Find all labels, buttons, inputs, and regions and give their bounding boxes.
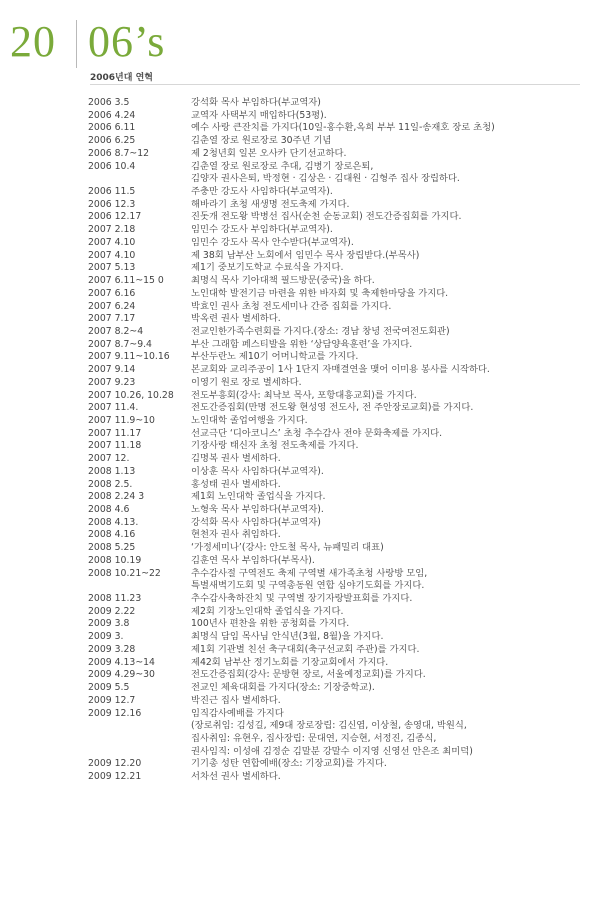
timeline-entry (88, 161, 593, 186)
timeline-entry (88, 491, 593, 504)
entry-text-line: 제 2청년회 일본 오사카 단기선교하다. (191, 147, 347, 159)
timeline-entry (88, 618, 593, 631)
entry-date: 2007 11.4. (88, 402, 139, 414)
entry-text-line: 특별새벽기도회 및 구역총동원 연합 심야기도회를 가지다. (191, 580, 425, 592)
entry-date: 2007 9.14 (88, 364, 136, 376)
entry-text-line: 부산 그래함 페스티발을 위한 ‘상담양육훈련’을 가지다. (191, 338, 413, 350)
entry-date: 2008 11.23 (88, 593, 142, 605)
entry-description (191, 122, 593, 135)
entry-text-line: 추수감사절 구역전도 축제 구역별 새가족초청 사랑방 모임, (191, 567, 428, 579)
entry-date: 2007 12. (88, 453, 130, 465)
entry-date: 2008 2.24 3 (88, 491, 145, 503)
entry-date: 2007 9.23 (88, 376, 136, 388)
entry-date: 2006 12.17 (88, 211, 142, 223)
entry-date: 2007 2.18 (88, 224, 136, 236)
timeline-entry (88, 504, 593, 517)
timeline-entry (88, 250, 593, 263)
entry-date: 2007 9.11~10.16 (88, 351, 170, 363)
entry-text-line: 전도부흥회(강사: 최낙보 목사, 포항대흥교회)를 가지다. (191, 389, 417, 401)
entry-text-line: 제1회 노인대학 졸업식을 가지다. (191, 491, 326, 503)
entry-date: 2009 3. (88, 631, 124, 643)
entry-text-line: 전도간증집회(만명 전도왕 현성영 전도사, 전 주안장로교회)를 가지다. (191, 402, 474, 414)
timeline-entry (88, 453, 593, 466)
timeline-entry (88, 466, 593, 479)
entry-date: 2008 1.13 (88, 465, 136, 477)
entry-description (191, 415, 593, 428)
entry-date: 2009 5.5 (88, 682, 130, 694)
entry-text-line: 권사임직: 이성애 김정순 김말분 강말수 이지영 신영선 안은조 최미덕) (191, 745, 473, 757)
entry-date: 2007 11.17 (88, 427, 142, 439)
timeline-entry (88, 211, 593, 224)
timeline-entry (88, 682, 593, 695)
entry-text-line: 제1회 기관별 친선 축구대회(축구선교회 주관)를 가지다. (191, 643, 420, 655)
timeline-entry (88, 377, 593, 390)
timeline-entry (88, 326, 593, 339)
entry-text-line: 이상훈 목사 사임하다(부교역자). (191, 465, 324, 477)
entry-date: 2008 2.5. (88, 478, 133, 490)
entry-description (191, 466, 593, 479)
entry-description (191, 593, 593, 606)
entry-description (191, 517, 593, 530)
entry-date: 2009 3.28 (88, 643, 136, 655)
entry-description (191, 339, 593, 352)
entry-date: 2007 6.16 (88, 287, 136, 299)
timeline-entry (88, 606, 593, 619)
timeline-entry (88, 135, 593, 148)
entry-date: 2006 6.25 (88, 135, 136, 147)
entry-description (191, 275, 593, 288)
entry-text-line: 임민수 강도사 부임하다(부교역자). (191, 224, 333, 236)
entry-description (191, 618, 593, 631)
entry-date: 2009 3.8 (88, 618, 130, 630)
entry-description (191, 479, 593, 492)
entry-description (191, 708, 593, 759)
entry-text-line: 제 38회 남부산 노회에서 임민수 목사 장립받다.(부목사) (191, 249, 420, 261)
entry-date: 2007 10.26, 10.28 (88, 389, 174, 401)
entry-description (191, 440, 593, 453)
heading-divider (76, 20, 77, 68)
entry-date: 2007 8.2~4 (88, 325, 144, 337)
timeline-entry (88, 339, 593, 352)
entry-description (191, 288, 593, 301)
entry-text-line: 집사취임: 유현우, 집사장립: 문대연, 지승현, 서정진, 김종식, (191, 732, 437, 744)
entry-description (191, 529, 593, 542)
entry-description (191, 351, 593, 364)
year-heading-right: 06’s (88, 17, 166, 66)
entry-description (191, 199, 593, 212)
entry-date: 2007 11.18 (88, 440, 142, 452)
entry-description (191, 695, 593, 708)
entry-text-line: 선교극단 ‘디아코니스’ 초청 추수감사 전야 문화축제를 가지다. (191, 427, 443, 439)
timeline-entry (88, 262, 593, 275)
entry-description (191, 771, 593, 784)
entry-description (191, 211, 593, 224)
timeline-entry (88, 313, 593, 326)
entry-text-line: 김훈연 목사 부임하다(부목사). (191, 554, 315, 566)
entry-text-line: 김춘열 장로 원로장로 추대, 김병기 장로은퇴, (191, 160, 374, 172)
entry-date: 2008 10.19 (88, 554, 142, 566)
timeline-entry (88, 657, 593, 670)
entry-text-line: 제42회 남부산 정기노회를 기장교회에서 가지다. (191, 656, 389, 668)
entry-text-line: 노형욱 목사 부임하다(부교역자). (191, 504, 324, 515)
entry-date: 2009 12.21 (88, 771, 142, 783)
timeline-entry (88, 224, 593, 237)
timeline-entry (88, 186, 593, 199)
timeline-entry (88, 758, 593, 771)
entry-text-line: 홍성태 권사 별세하다. (191, 478, 281, 490)
entry-text-line: 박진근 집사 별세하다. (191, 694, 281, 706)
entry-description (191, 161, 593, 186)
section-subtitle: 2006년대 연혁 (90, 73, 153, 83)
entry-description (191, 491, 593, 504)
entry-date: 2007 4.10 (88, 249, 136, 261)
year-heading-left: 20 (10, 17, 56, 66)
entry-text-line: 전교인한가족수련회를 가지다.(장소: 경남 창녕 전국여전도회관) (191, 325, 450, 337)
timeline-entry (88, 568, 593, 593)
timeline-entry (88, 669, 593, 682)
timeline-entry (88, 390, 593, 403)
entry-date: 2009 4.13~14 (88, 656, 155, 668)
timeline-entry (88, 771, 593, 784)
entry-text-line: 김양자 권사은퇴, 박정현 · 김상은 · 김대원 · 김형주 집사 장립하다. (191, 173, 460, 185)
timeline-entry (88, 593, 593, 606)
entry-text-line: 제2회 기장노인대학 졸업식을 가지다. (191, 605, 344, 617)
entry-text-line: 최명식 목사 기아대책 필드방문(중국)을 하다. (191, 275, 375, 287)
timeline-entry (88, 148, 593, 161)
entry-text-line: 예수 사랑 큰잔치를 가지다(10일-홍수환,옥희 부부 11일-송재호 장로 초청) (191, 122, 495, 134)
entry-text-line: 전도간증집회(강사: 문방현 장로, 서울예정교회)를 가지다. (191, 669, 426, 681)
entry-text-line: (장로취임: 김성길, 제9대 장로장립: 김신엽, 이상철, 송영대, 박원식, (191, 720, 467, 732)
entry-description (191, 631, 593, 644)
entry-description (191, 428, 593, 441)
entry-description (191, 542, 593, 555)
entry-description (191, 682, 593, 695)
entry-description (191, 644, 593, 657)
entry-description (191, 110, 593, 123)
timeline-entry (88, 428, 593, 441)
timeline-entry (88, 288, 593, 301)
entry-date: 2007 7.17 (88, 313, 136, 325)
entry-description (191, 555, 593, 568)
entry-text-line: 박효인 권사 초청 전도세미나 간증 집회를 가지다. (191, 300, 392, 312)
entry-text-line: 임직감사예배를 가지다 (191, 707, 284, 719)
entry-text-line: 강석화 목사 사임하다(부교역자) (191, 516, 321, 528)
entry-description (191, 453, 593, 466)
entry-date: 2008 4.13. (88, 516, 139, 528)
entry-text-line: 박옥련 권사 별세하다. (191, 313, 281, 325)
entry-text-line: 노인대학 졸업여행을 가지다. (191, 414, 308, 426)
timeline-entry (88, 97, 593, 110)
entry-text-line: 최명식 담임 목사님 안식년(3월, 8월)을 가지다. (191, 631, 384, 643)
entry-description (191, 135, 593, 148)
entry-text-line: 진돗개 전도왕 박병선 집사(순천 순동교회) 전도간증집회를 가지다. (191, 211, 462, 223)
timeline-entry (88, 631, 593, 644)
timeline-entry (88, 708, 593, 759)
entry-date: 2008 4.6 (88, 504, 130, 515)
timeline-entry (88, 237, 593, 250)
entry-description (191, 504, 593, 517)
entry-text-line: 김명복 권사 별세하다. (191, 453, 281, 465)
entry-date: 2008 10.21~22 (88, 567, 161, 579)
entry-description (191, 657, 593, 670)
header-rule (90, 84, 580, 85)
timeline-entry (88, 695, 593, 708)
entry-description (191, 377, 593, 390)
entry-text-line: 해바라기 초청 새생명 전도축제 가지다. (191, 198, 350, 210)
entry-text-line: 교역자 사택부지 매입하다(53평). (191, 109, 327, 121)
entry-text-line: 부산두란노 제10기 어머니학교를 가지다. (191, 351, 359, 363)
history-timeline (88, 97, 593, 784)
entry-text-line: 현천자 권사 취임하다. (191, 529, 281, 541)
entry-date: 2006 12.3 (88, 198, 136, 210)
entry-text-line: 제1기 중보기도학교 수료식을 가지다. (191, 262, 344, 274)
entry-description (191, 364, 593, 377)
timeline-entry (88, 542, 593, 555)
timeline-entry (88, 415, 593, 428)
entry-date: 2009 12.16 (88, 707, 142, 719)
entry-text-line: 기기총 성탄 연합예배(장소: 기장교회)를 가지다. (191, 758, 387, 770)
timeline-entry (88, 517, 593, 530)
entry-date: 2006 11.5 (88, 186, 136, 198)
entry-text-line: 이영기 원로 장로 별세하다. (191, 376, 302, 388)
entry-date: 2007 8.7~9.4 (88, 338, 152, 350)
timeline-entry (88, 275, 593, 288)
timeline-entry (88, 479, 593, 492)
entry-description (191, 97, 593, 110)
timeline-entry (88, 351, 593, 364)
timeline-entry (88, 440, 593, 453)
entry-description (191, 568, 593, 593)
timeline-entry (88, 199, 593, 212)
entry-description (191, 326, 593, 339)
timeline-entry (88, 555, 593, 568)
entry-date: 2006 4.24 (88, 109, 136, 121)
entry-date: 2007 11.9~10 (88, 414, 155, 426)
entry-text-line: 임민수 강도사 목사 안수받다(부교역자). (191, 236, 354, 248)
entry-date: 2006 3.5 (88, 97, 130, 108)
entry-date: 2009 2.22 (88, 605, 136, 617)
entry-description (191, 186, 593, 199)
entry-date: 2008 5.25 (88, 542, 136, 554)
timeline-entry (88, 644, 593, 657)
entry-description (191, 402, 593, 415)
timeline-entry (88, 529, 593, 542)
entry-date: 2006 8.7~12 (88, 147, 150, 159)
entry-text-line: 100년사 편찬을 위한 공청회를 가지다. (191, 618, 350, 630)
entry-date: 2007 5.13 (88, 262, 136, 274)
entry-text-line: 김춘열 장로 원로장로 30주년 기념 (191, 135, 332, 147)
entry-text-line: 기장사랑 태신자 초청 전도축제를 가지다. (191, 440, 359, 452)
entry-date: 2008 4.16 (88, 529, 136, 541)
entry-description (191, 606, 593, 619)
entry-date: 2007 6.24 (88, 300, 136, 312)
entry-text-line: ‘가정세미나’(강사: 안도철 목사, 뉴패밀리 대표) (191, 542, 384, 554)
entry-date: 2007 6.11~15 0 (88, 275, 164, 287)
entry-text-line: 추수감사축하잔치 및 구역별 장기자랑발표회를 가지다. (191, 593, 413, 605)
entry-text-line: 주충만 강도사 사임하다(부교역자). (191, 186, 333, 198)
entry-text-line: 서차선 권사 별세하다. (191, 771, 281, 783)
entry-description (191, 758, 593, 771)
entry-description (191, 669, 593, 682)
entry-description (191, 390, 593, 403)
entry-description (191, 224, 593, 237)
entry-text-line: 전교인 체육대회를 가지다(장소: 기장중학교). (191, 682, 375, 694)
entry-description (191, 237, 593, 250)
entry-date: 2006 6.11 (88, 122, 136, 134)
entry-description (191, 148, 593, 161)
timeline-entry (88, 364, 593, 377)
entry-date: 2009 4.29~30 (88, 669, 155, 681)
entry-date: 2009 12.7 (88, 694, 136, 706)
timeline-entry (88, 122, 593, 135)
entry-date: 2006 10.4 (88, 160, 136, 172)
timeline-entry (88, 402, 593, 415)
entry-description (191, 250, 593, 263)
timeline-entry (88, 110, 593, 123)
timeline-entry (88, 301, 593, 314)
entry-date: 2009 12.20 (88, 758, 142, 770)
entry-text-line: 강석화 목사 부임하다(부교역자) (191, 97, 321, 108)
entry-text-line: 노인대학 발전기금 마련을 위한 바자회 및 축제한마당을 가지다. (191, 287, 449, 299)
entry-date: 2007 4.10 (88, 236, 136, 248)
entry-text-line: 본교회와 교리주공이 1사 1단지 자매결연을 맺어 이미용 봉사를 시작하다. (191, 364, 490, 376)
entry-description (191, 262, 593, 275)
entry-description (191, 313, 593, 326)
entry-description (191, 301, 593, 314)
